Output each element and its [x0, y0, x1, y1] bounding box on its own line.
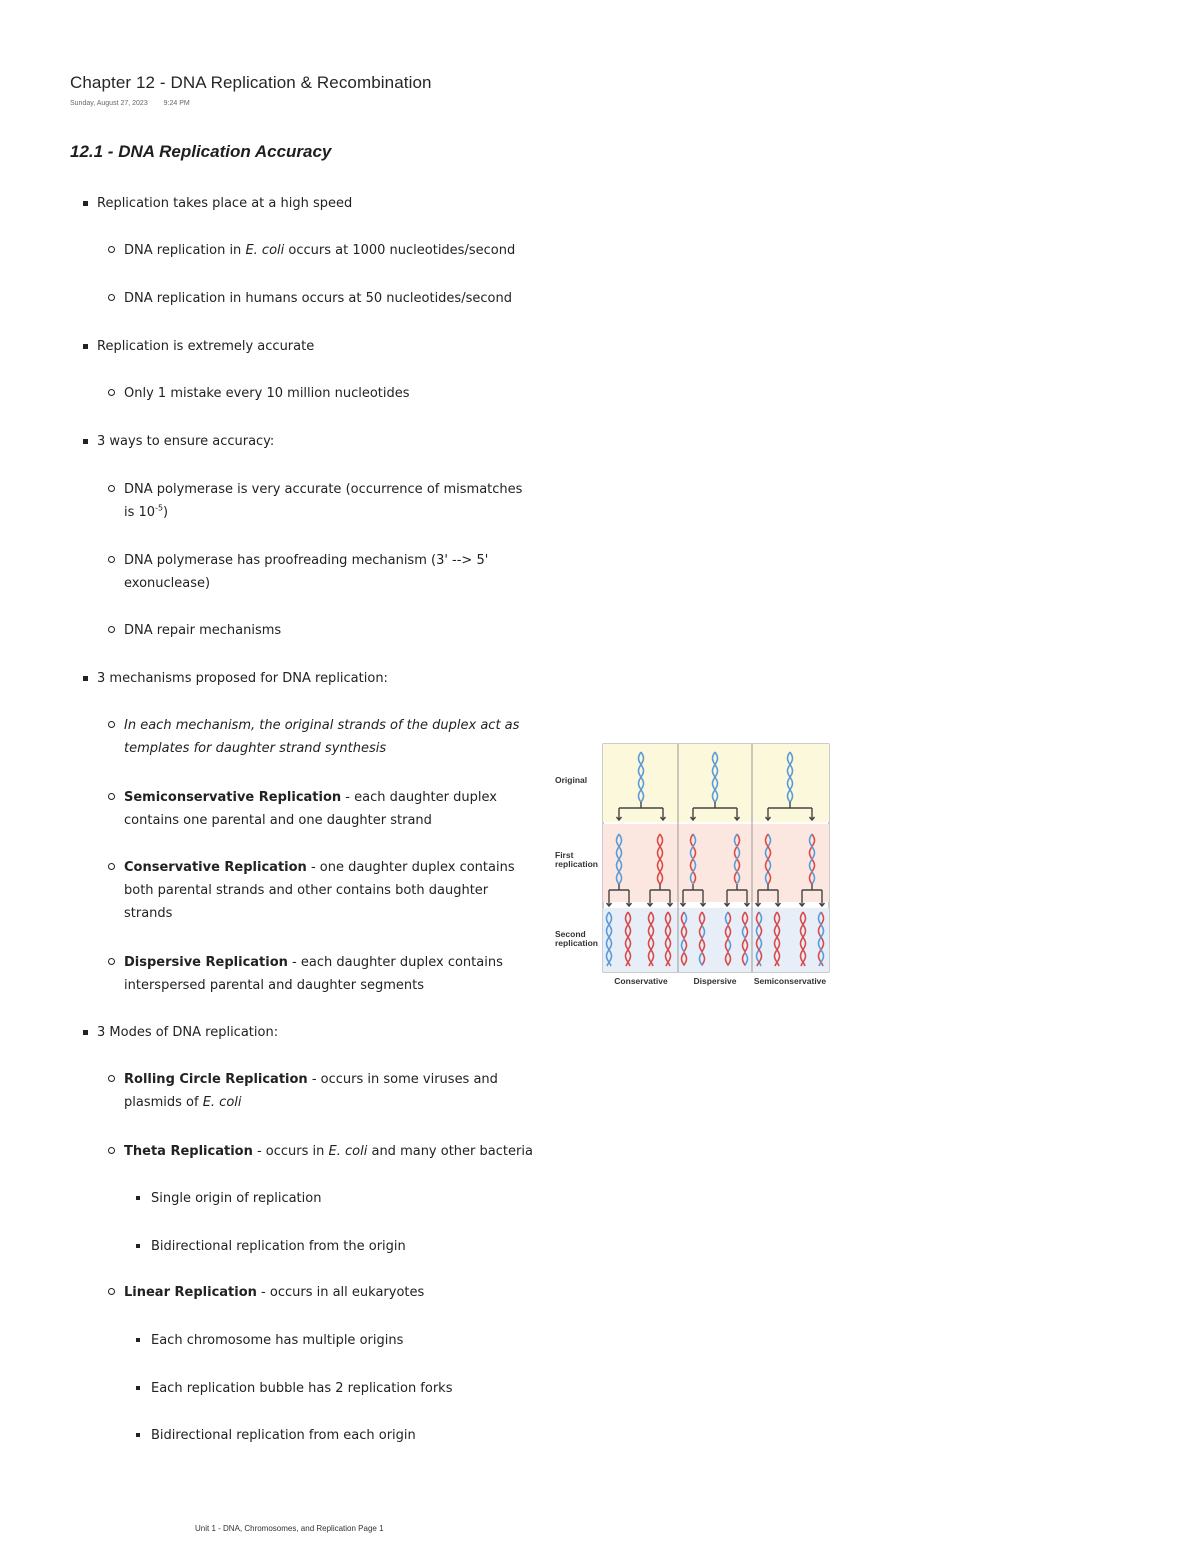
- square-bullet-icon: [136, 1386, 140, 1390]
- circle-bullet-icon: [108, 1288, 115, 1295]
- square-bullet-icon: [136, 1196, 140, 1200]
- list-item: Linear Replication - occurs in all eukaryotes: [124, 1281, 424, 1304]
- square-bullet-icon: [83, 676, 88, 681]
- list-item: DNA polymerase has proofreading mechanism (3' --> 5' exonuclease): [124, 549, 488, 595]
- circle-bullet-icon: [108, 721, 115, 728]
- section-heading: 12.1 - DNA Replication Accuracy: [70, 142, 332, 161]
- circle-bullet-icon: [108, 958, 115, 965]
- list-item: DNA repair mechanisms: [124, 619, 281, 642]
- list-item: Single origin of replication: [151, 1187, 321, 1210]
- row-label-original: Original: [555, 775, 588, 785]
- list-item: 3 ways to ensure accuracy:: [97, 430, 274, 453]
- row-label-first: First: [555, 850, 574, 860]
- circle-bullet-icon: [108, 863, 115, 870]
- list-item: Each replication bubble has 2 replication forks: [151, 1377, 453, 1400]
- list-item: DNA replication in humans occurs at 50 nucleotides/second: [124, 287, 512, 310]
- square-bullet-icon: [83, 1030, 88, 1035]
- circle-bullet-icon: [108, 626, 115, 633]
- square-bullet-icon: [136, 1338, 140, 1342]
- list-item: Bidirectional replication from the origin: [151, 1235, 406, 1258]
- circle-bullet-icon: [108, 485, 115, 492]
- list-item: DNA replication in E. coli occurs at 1000 nucleotides/second: [124, 239, 515, 262]
- square-bullet-icon: [83, 439, 88, 444]
- col-label-semiconservative: Semiconservative: [753, 976, 827, 986]
- list-item: Rolling Circle Replication - occurs in some viruses and plasmids of E. coli: [124, 1068, 498, 1114]
- col-label-conservative: Conservative: [614, 976, 668, 986]
- replication-models-figure: [552, 740, 832, 990]
- circle-bullet-icon: [108, 1147, 115, 1154]
- page-title: Chapter 12 - DNA Replication & Recombination: [70, 73, 432, 92]
- list-item: In each mechanism, the original strands of the duplex act as templates for daughter strand synthesis: [124, 714, 519, 760]
- list-item: Replication takes place at a high speed: [97, 192, 352, 215]
- square-bullet-icon: [136, 1244, 140, 1248]
- circle-bullet-icon: [108, 389, 115, 396]
- original-row-bg: [603, 744, 829, 822]
- list-item: Semiconservative Replication - each daughter duplex contains one parental and one daughter strand: [124, 786, 497, 832]
- list-item: DNA polymerase is very accurate (occurrence of mismatches is $10^{-5}$): [124, 478, 522, 524]
- list-item: Each chromosome has multiple origins: [151, 1329, 403, 1352]
- circle-bullet-icon: [108, 294, 115, 301]
- list-item: Theta Replication - occurs in E. coli and many other bacteria: [124, 1140, 533, 1163]
- row-label-second: Second: [555, 929, 586, 939]
- circle-bullet-icon: [108, 556, 115, 563]
- time-text: 9:24 PM: [163, 100, 190, 107]
- list-item: Conservative Replication - one daughter duplex contains both parental strands and other contains both daughter strands: [124, 856, 515, 925]
- list-item: 3 mechanisms proposed for DNA replication:: [97, 667, 388, 690]
- square-bullet-icon: [136, 1433, 140, 1437]
- square-bullet-icon: [83, 344, 88, 349]
- square-bullet-icon: [83, 201, 88, 206]
- row-label-second-2: replication: [555, 938, 598, 948]
- second-replication-row-bg: [603, 908, 829, 972]
- list-item: Bidirectional replication from each origin: [151, 1424, 416, 1447]
- list-item: 3 Modes of DNA replication:: [97, 1021, 278, 1044]
- row-label-first-2: replication: [555, 859, 598, 869]
- first-replication-row-bg: [603, 824, 829, 902]
- list-item: Only 1 mistake every 10 million nucleotides: [124, 382, 410, 405]
- page-date: [70, 100, 204, 107]
- circle-bullet-icon: [108, 246, 115, 253]
- list-item: Dispersive Replication - each daughter duplex contains interspersed parental and daughter segments: [124, 951, 503, 997]
- circle-bullet-icon: [108, 793, 115, 800]
- page-footer: Unit 1 - DNA, Chromosomes, and Replication Page 1: [195, 1524, 384, 1533]
- list-item: Replication is extremely accurate: [97, 335, 314, 358]
- circle-bullet-icon: [108, 1075, 115, 1082]
- col-label-dispersive: Dispersive: [693, 976, 737, 986]
- date-text: Sunday, August 27, 2023: [70, 100, 148, 107]
